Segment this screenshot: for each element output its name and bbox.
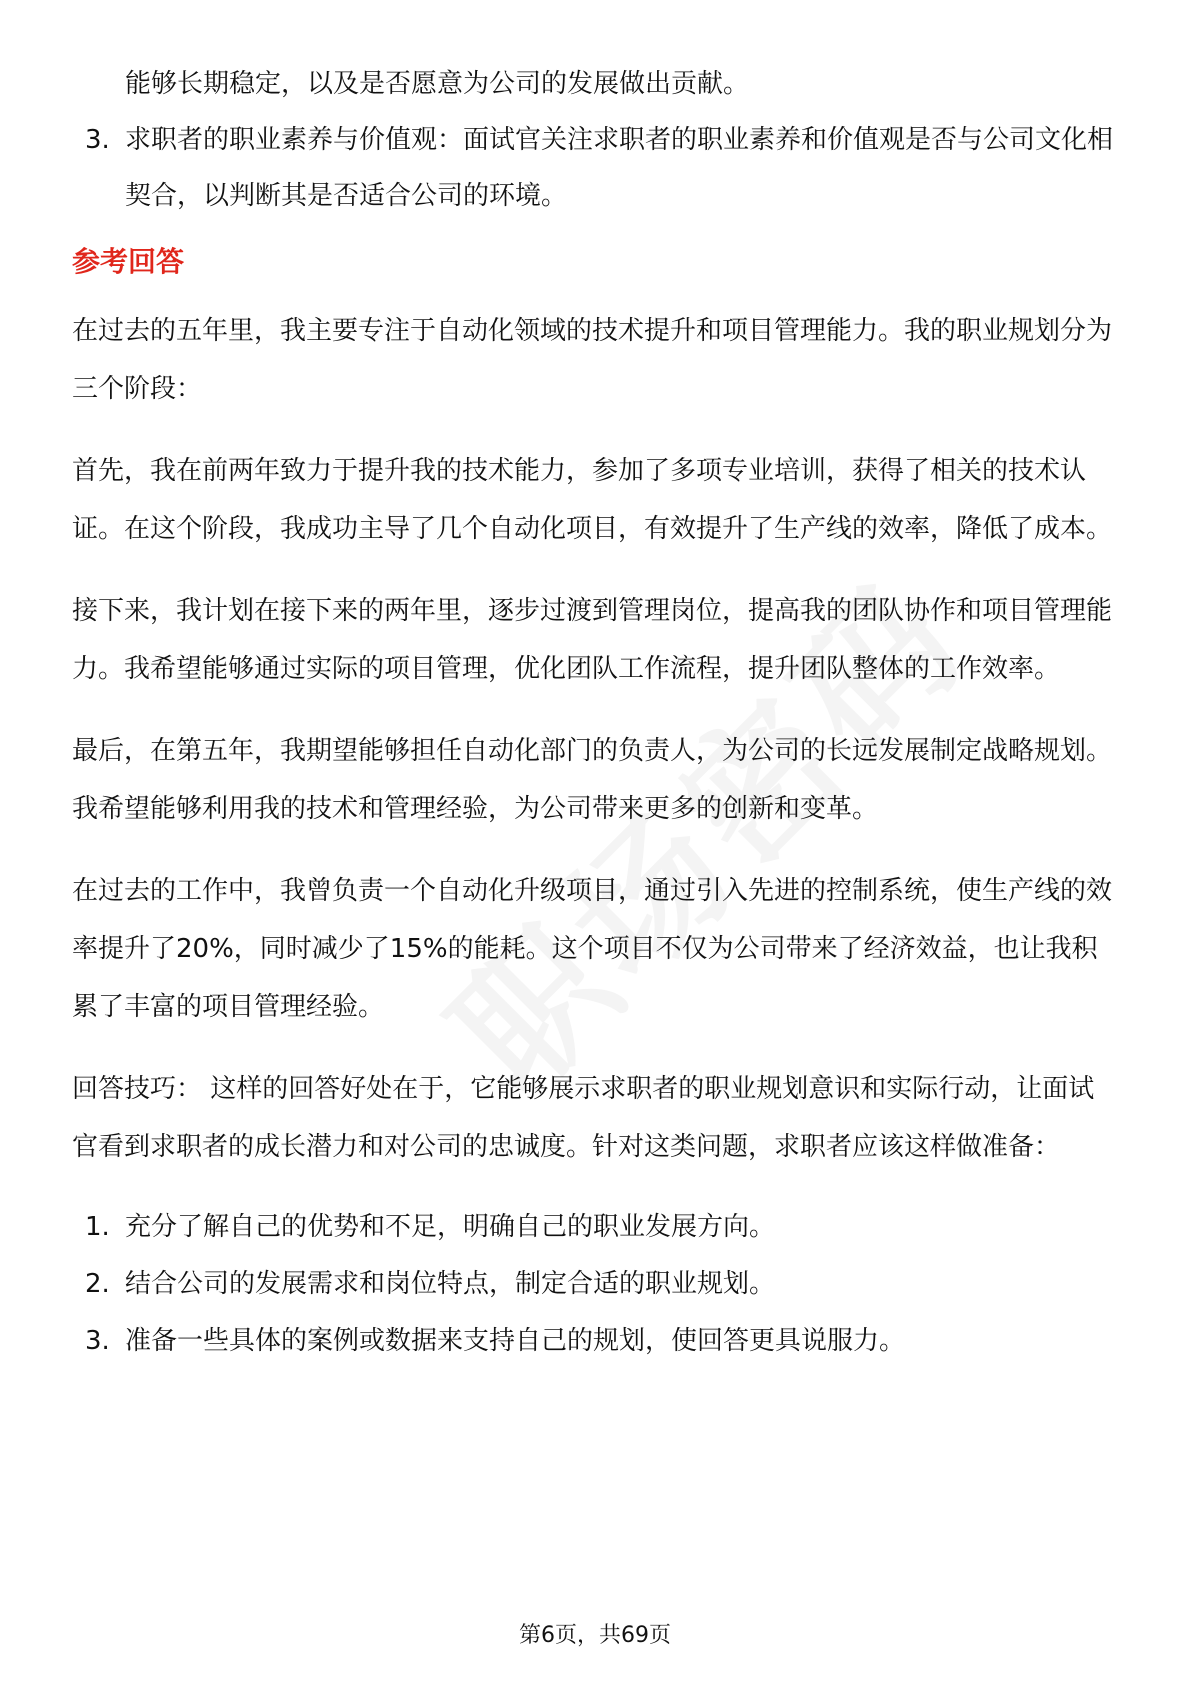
list-number: 3.: [85, 125, 110, 155]
intro-list-item-3: [72, 112, 1118, 224]
paragraph-intro: 在过去的五年里，我主要专注于自动化领域的技术提升和项目管理能力。我的职业规划分为三个阶段：: [72, 316, 1113, 404]
paragraph-stage-3: 最后，在第五年，我期望能够担任自动化部门的负责人，为公司的长远发展制定战略规划。我希望能够利用我的技术和管理经验，为公司带来更多的创新和变革。: [72, 736, 1113, 824]
continued-list-text: 能够长期稳定，以及是否愿意为公司的发展做出贡献。: [125, 69, 750, 99]
tips-list-item: [72, 1314, 1118, 1368]
tips-list: [72, 1200, 1118, 1368]
page-footer: 第6页，共69页: [519, 1623, 671, 1648]
paragraph-tips: 回答技巧： 这样的回答好处在于，它能够展示求职者的职业规划意识和实际行动，让面试官看到求职者的成长潜力和对公司的忠诚度。针对这类问题，求职者应该这样做准备：: [72, 1074, 1095, 1162]
list-item-text: 结合公司的发展需求和岗位特点，制定合适的职业规划。: [125, 1269, 776, 1299]
page-content: [72, 56, 1118, 1371]
list-item-text: 求职者的职业素养与价值观：面试官关注求职者的职业素养和价值观是否与公司文化相契合，以判断其是否适合公司的环境。: [125, 125, 1114, 211]
list-item-text: 准备一些具体的案例或数据来支持自己的规划，使回答更具说服力。: [125, 1326, 906, 1356]
list-number: 3.: [85, 1326, 110, 1356]
paragraph-stage-1: 首先，我在前两年致力于提升我的技术能力，参加了多项专业培训，获得了相关的技术认证。在这个阶段，我成功主导了几个自动化项目，有效提升了生产线的效率，降低了成本。: [72, 456, 1113, 544]
tips-list-item: [72, 1257, 1118, 1311]
paragraph-stage-2: 接下来，我计划在接下来的两年里，逐步过渡到管理岗位，提高我的团队协作和项目管理能力。我希望能够通过实际的项目管理，优化团队工作流程，提升团队整体的工作效率。: [72, 596, 1113, 684]
list-item-text: 充分了解自己的优势和不足，明确自己的职业发展方向。: [125, 1212, 776, 1242]
list-number: 1.: [85, 1212, 110, 1242]
list-number: 2.: [85, 1269, 110, 1299]
tips-list-item: [72, 1200, 1118, 1254]
paragraph-example: 在过去的工作中，我曾负责一个自动化升级项目，通过引入先进的控制系统，使生产线的效率提升了20%，同时减少了15%的能耗。这个项目不仅为公司带来了经济效益，也让我积累了丰富的项目管理经验。: [72, 876, 1113, 1022]
section-heading: 参考回答: [72, 245, 185, 278]
